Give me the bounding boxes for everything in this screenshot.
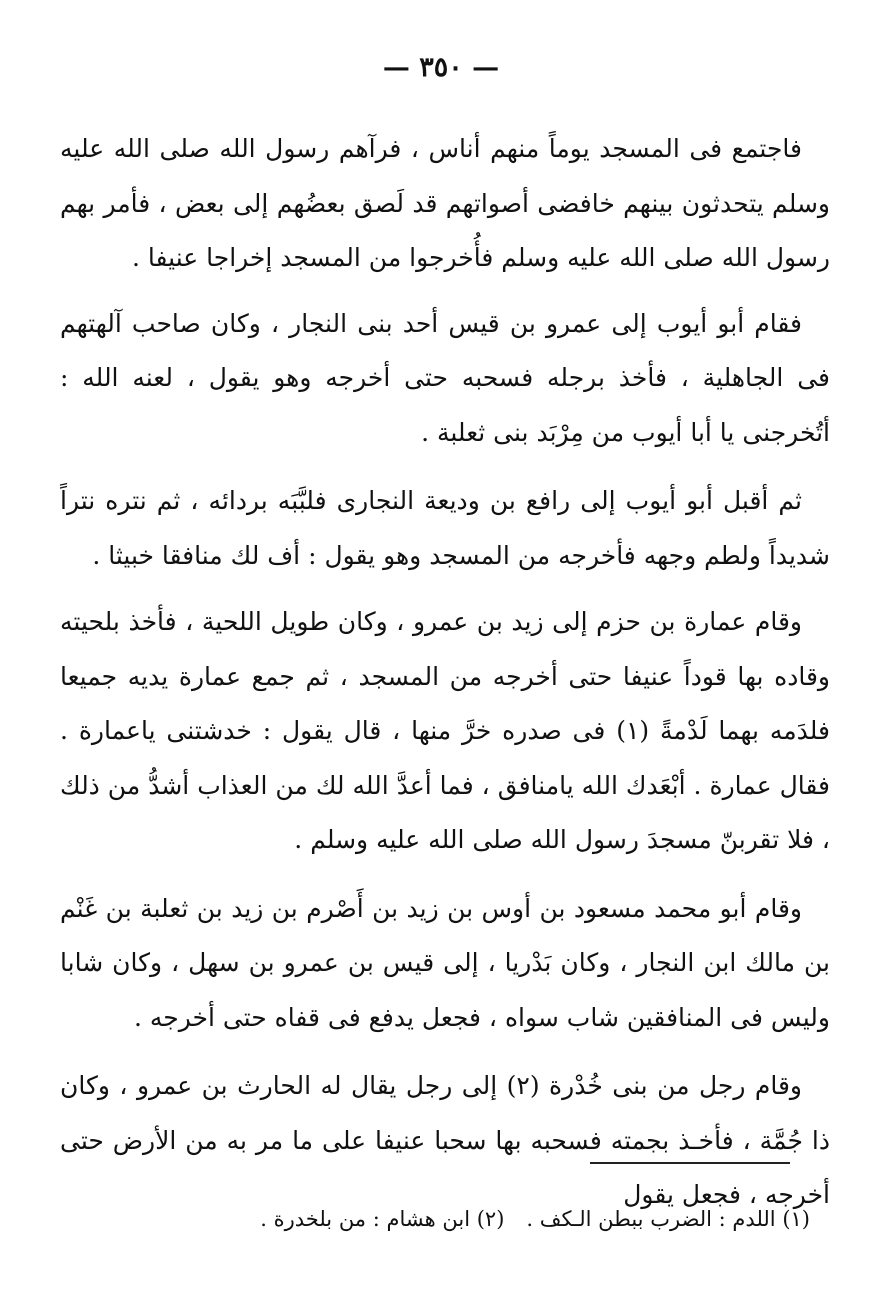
- paragraph-6: وقام رجل من بنى خُدْرة (٢) إلى رجل يقال له الحارث بن عمرو ، وكان ذا جُمَّة ، فأخـذ بجمته فسحبه بها سحبا عنيفا على ما مر به من الأرض حتى أخرجه ، فجعل يقول: [60, 1071, 830, 1209]
- paragraph-5: وقام أبو محمد مسعود بن أوس بن زيد بن أَصْرم بن زيد بن ثعلبة بن غَنْم بن مالك ابن النجار ، وكان بَدْريا ، إلى قيس بن عمرو بن سهل ، وكان شابا وليس فى المنافقين شاب سواه ، فجعل يدفع فى قفاه حتى أخرجه .: [60, 893, 830, 1032]
- paragraph-3: ثم أقبل أبو أيوب إلى رافع بن وديعة النجارى فلبَّبَه بردائه ، ثم نتره نتراً شديداً ولطم وجهه فأخرجه من المسجد وهو يقول : أف لك منافقا خبيثا .: [60, 486, 830, 570]
- footnote-divider: [590, 1162, 790, 1164]
- main-text: [60, 122, 830, 1237]
- paragraph-1: فاجتمع فى المسجد يوماً منهم أناس ، فرآهم رسول الله صلى الله عليه وسلم يتحدثون بينهم خافضى أصواتهم قد لَصق بعضُهم إلى بعض ، فأمر بهم رسول الله صلى الله عليه وسلم فأُخرجوا من المسجد إخراجا عنيفا .: [60, 134, 830, 272]
- footnotes: [100, 1204, 810, 1234]
- footnote-1: (١) اللدم : الضرب ببطن الـكف .: [526, 1207, 810, 1231]
- footnote-2: (٢) ابن هشام : من بلخدرة .: [260, 1207, 505, 1231]
- page-number: — ٣٥٠ —: [382, 52, 500, 83]
- paragraph-2: فقام أبو أيوب إلى عمرو بن قيس أحد بنى النجار ، وكان صاحب آلهتهم فى الجاهلية ، فأخذ برجله فسحبه حتى أخرجه وهو يقول ، لعنه الله : أتُخرجنى يا أبا أيوب من مِرْبَد بنى ثعلبة .: [60, 308, 831, 447]
- paragraph-4: وقام عمارة بن حزم إلى زيد بن عمرو ، وكان طويل اللحية ، فأخذ بلحيته وقاده بها قوداً عنيفا حتى أخرجه من المسجد ، ثم جمع عمارة يديه جميعا فلدَمه بهما لَدْمةً (١) فى صدره خرَّ منها ، قال يقول : خدشتنى ياعمارة . فقال عمارة . أبْعَدك الله يامنافق ، فما أعدَّ الله لك من العذاب أشدُّ من ذلك ، فلا تقربنّ مسجدَ رسول الله صلى الله عليه وسلم .: [60, 607, 830, 854]
